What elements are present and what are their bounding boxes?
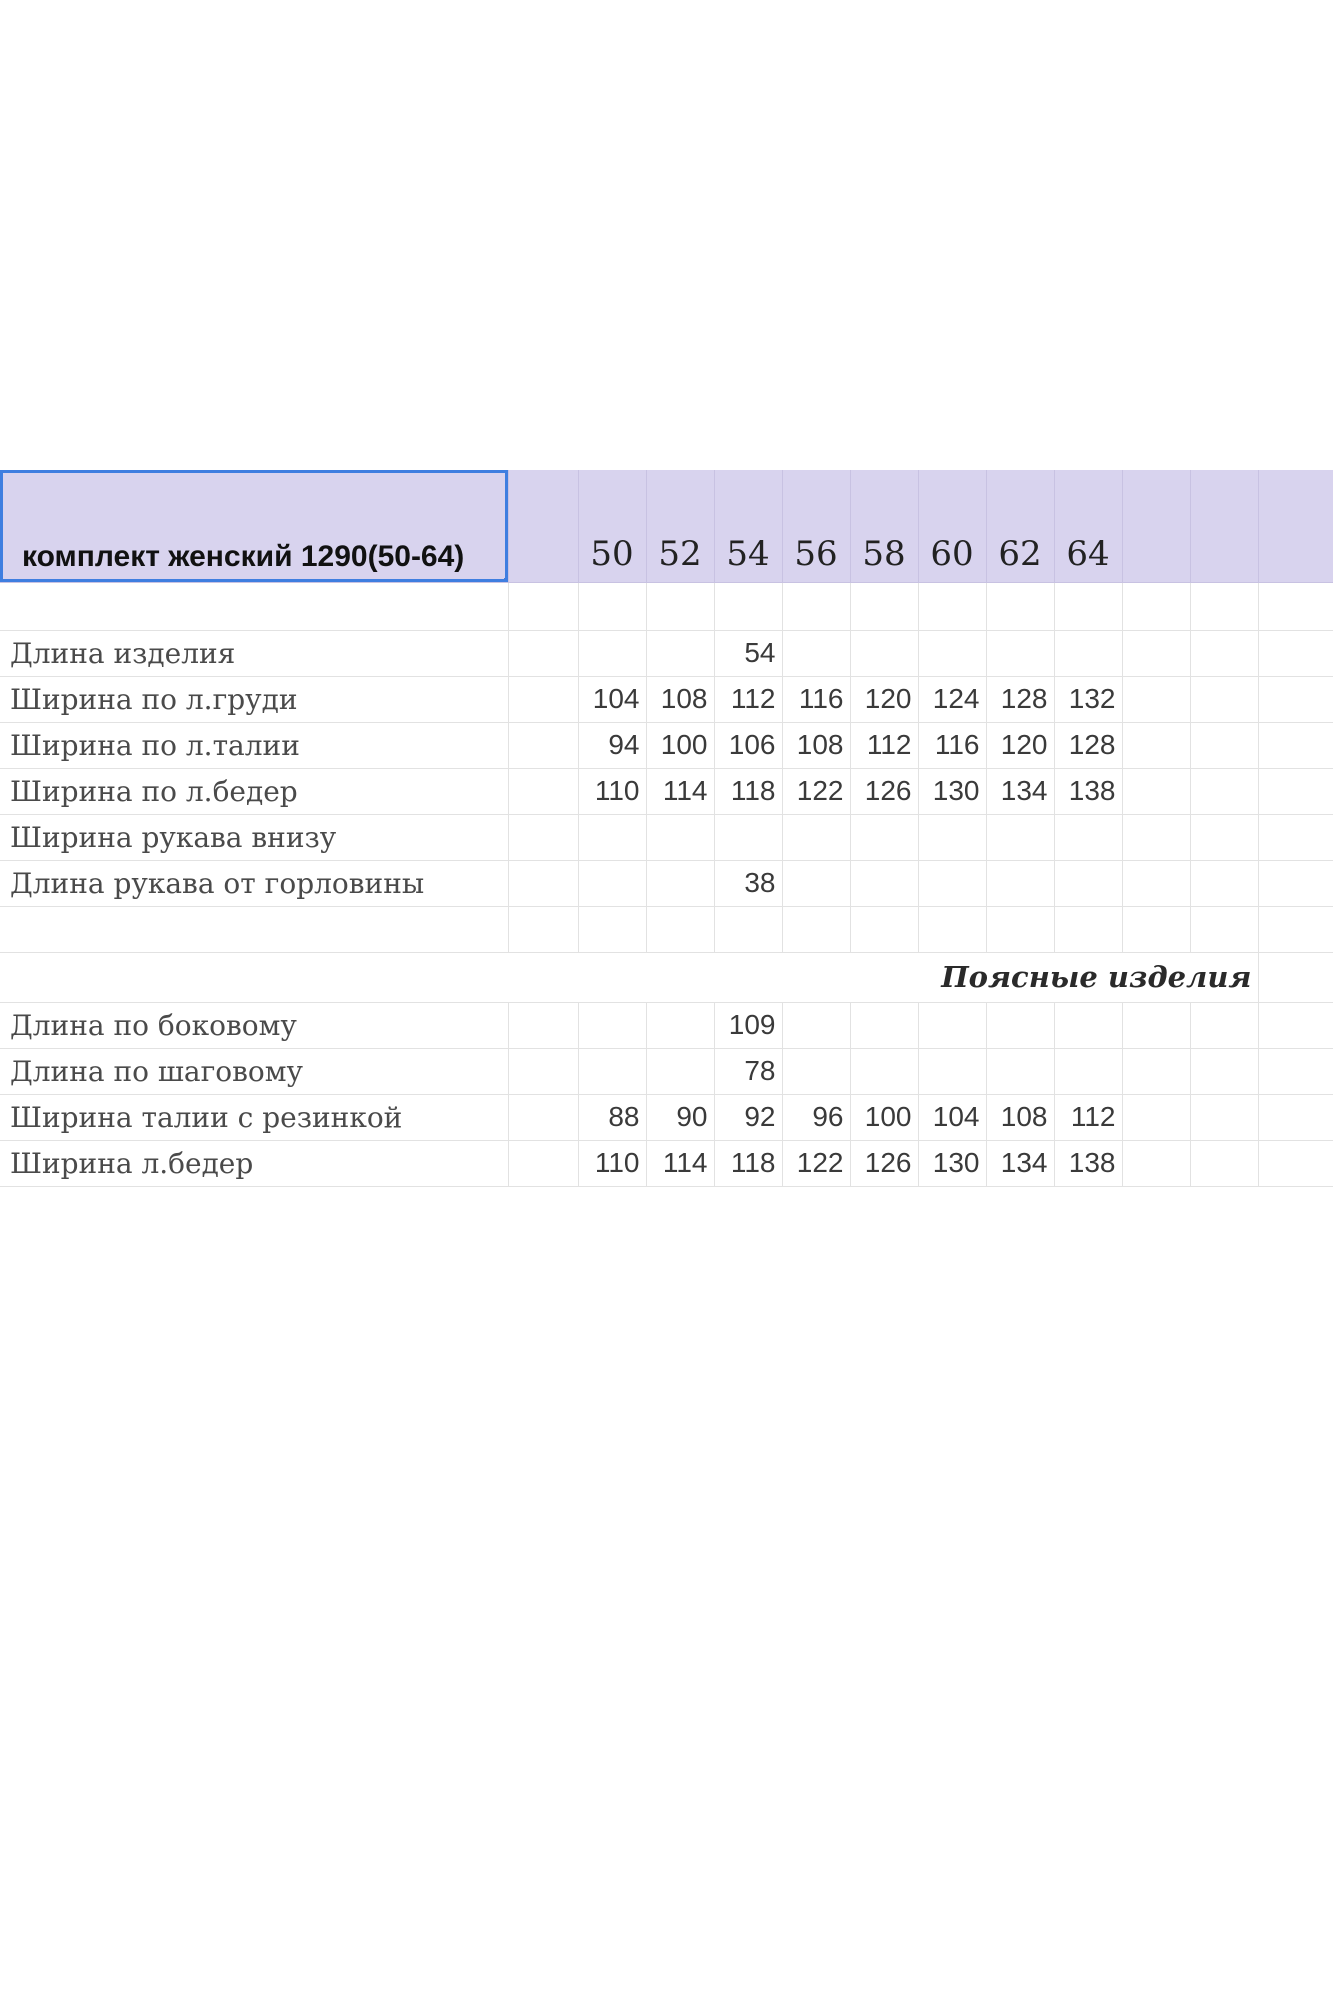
size-header-cell[interactable]: 58 [850, 470, 918, 582]
value-cell[interactable]: 120 [850, 676, 918, 722]
value-cell[interactable] [986, 814, 1054, 860]
size-header-cell[interactable]: 50 [578, 470, 646, 582]
empty-cell[interactable] [1190, 470, 1258, 582]
value-cell[interactable]: 38 [714, 860, 782, 906]
empty-cell[interactable] [1258, 582, 1333, 630]
value-cell[interactable] [1054, 630, 1122, 676]
size-header-cell[interactable]: 52 [646, 470, 714, 582]
empty-cell[interactable] [1190, 582, 1258, 630]
table-row [0, 1048, 1333, 1094]
empty-cell[interactable] [508, 630, 578, 676]
empty-cell[interactable] [508, 582, 578, 630]
empty-cell[interactable] [1258, 1048, 1333, 1094]
value-cell[interactable]: 126 [850, 768, 918, 814]
value-cell[interactable] [918, 1002, 986, 1048]
empty-cell[interactable] [1122, 1002, 1190, 1048]
section-title[interactable]: Поясные изделия [0, 952, 1258, 1002]
value-cell[interactable] [850, 630, 918, 676]
value-cell[interactable]: 112 [1054, 1094, 1122, 1140]
empty-cell[interactable] [578, 906, 646, 952]
empty-cell[interactable] [1190, 906, 1258, 952]
selected-title-cell[interactable]: комплект женский 1290(50-64) [0, 470, 508, 582]
value-cell[interactable]: 122 [782, 768, 850, 814]
empty-cell[interactable] [1122, 1094, 1190, 1140]
empty-cell[interactable] [1190, 1140, 1258, 1186]
section-row [0, 952, 1333, 1002]
value-cell[interactable] [918, 1048, 986, 1094]
value-cell[interactable] [782, 1048, 850, 1094]
size-header-cell[interactable]: 62 [986, 470, 1054, 582]
empty-cell[interactable] [508, 860, 578, 906]
empty-cell[interactable] [1122, 722, 1190, 768]
value-cell[interactable]: 118 [714, 768, 782, 814]
table-row [0, 1094, 1333, 1140]
empty-cell[interactable] [646, 906, 714, 952]
value-cell[interactable]: 126 [850, 1140, 918, 1186]
value-cell[interactable]: 112 [714, 676, 782, 722]
empty-cell[interactable] [508, 1140, 578, 1186]
empty-cell[interactable] [1190, 1048, 1258, 1094]
empty-cell[interactable] [782, 906, 850, 952]
empty-cell[interactable] [508, 722, 578, 768]
table-row [0, 1140, 1333, 1186]
empty-cell[interactable] [986, 582, 1054, 630]
empty-cell[interactable] [1190, 768, 1258, 814]
empty-cell[interactable] [782, 582, 850, 630]
value-cell[interactable] [578, 860, 646, 906]
row-label-cell[interactable]: Ширина л.бедер [0, 1140, 508, 1186]
row-label-cell[interactable]: Ширина талии с резинкой [0, 1094, 508, 1140]
value-cell[interactable]: 130 [918, 1140, 986, 1186]
value-cell[interactable]: 92 [714, 1094, 782, 1140]
empty-cell[interactable] [1054, 906, 1122, 952]
value-cell[interactable] [646, 1048, 714, 1094]
value-cell[interactable]: 108 [986, 1094, 1054, 1140]
empty-cell[interactable] [508, 676, 578, 722]
value-cell[interactable]: 100 [646, 722, 714, 768]
table-row [0, 814, 1333, 860]
empty-cell[interactable] [508, 1048, 578, 1094]
empty-cell[interactable] [1258, 470, 1333, 582]
value-cell[interactable] [646, 630, 714, 676]
value-cell[interactable] [578, 814, 646, 860]
value-cell[interactable] [918, 630, 986, 676]
empty-cell[interactable] [508, 1002, 578, 1048]
value-cell[interactable]: 124 [918, 676, 986, 722]
empty-cell[interactable] [1258, 1094, 1333, 1140]
empty-cell[interactable] [1258, 860, 1333, 906]
empty-cell[interactable] [1122, 1140, 1190, 1186]
empty-cell[interactable] [1190, 814, 1258, 860]
table-row [0, 676, 1333, 722]
empty-cell[interactable] [1190, 860, 1258, 906]
value-cell[interactable] [578, 1048, 646, 1094]
empty-cell[interactable] [1190, 630, 1258, 676]
value-cell[interactable]: 78 [714, 1048, 782, 1094]
value-cell[interactable]: 104 [918, 1094, 986, 1140]
row-label-cell[interactable]: Ширина по л.бедер [0, 768, 508, 814]
value-cell[interactable] [646, 814, 714, 860]
size-header-cell[interactable]: 60 [918, 470, 986, 582]
value-cell[interactable]: 108 [782, 722, 850, 768]
empty-cell[interactable] [918, 906, 986, 952]
value-cell[interactable] [782, 630, 850, 676]
table-row [0, 1002, 1333, 1048]
empty-cell[interactable] [1190, 676, 1258, 722]
empty-cell[interactable] [1258, 768, 1333, 814]
empty-cell[interactable] [850, 582, 918, 630]
value-cell[interactable] [850, 860, 918, 906]
empty-cell[interactable] [1122, 768, 1190, 814]
value-cell[interactable] [1054, 1048, 1122, 1094]
header-row [0, 470, 1333, 582]
empty-cell[interactable] [508, 470, 578, 582]
value-cell[interactable] [714, 814, 782, 860]
row-label-cell[interactable]: Ширина рукава внизу [0, 814, 508, 860]
value-cell[interactable]: 109 [714, 1002, 782, 1048]
empty-cell[interactable] [1122, 676, 1190, 722]
row-label-cell[interactable]: Ширина по л.талии [0, 722, 508, 768]
value-cell[interactable]: 104 [578, 676, 646, 722]
value-cell[interactable] [918, 814, 986, 860]
value-cell[interactable]: 96 [782, 1094, 850, 1140]
blank-row [0, 582, 1333, 630]
empty-cell[interactable] [578, 582, 646, 630]
size-header-cell[interactable]: 64 [1054, 470, 1122, 582]
spreadsheet-grid [0, 470, 1333, 1187]
empty-cell[interactable] [1190, 1002, 1258, 1048]
value-cell[interactable]: 138 [1054, 768, 1122, 814]
empty-cell[interactable] [850, 906, 918, 952]
value-cell[interactable]: 110 [578, 1140, 646, 1186]
blank-row [0, 906, 1333, 952]
size-header-cell[interactable]: 54 [714, 470, 782, 582]
value-cell[interactable]: 114 [646, 768, 714, 814]
value-cell[interactable]: 88 [578, 1094, 646, 1140]
value-cell[interactable]: 138 [1054, 1140, 1122, 1186]
value-cell[interactable] [986, 1002, 1054, 1048]
empty-cell[interactable] [0, 582, 508, 630]
value-cell[interactable] [1054, 1002, 1122, 1048]
value-cell[interactable]: 112 [850, 722, 918, 768]
empty-cell[interactable] [508, 906, 578, 952]
value-cell[interactable] [578, 630, 646, 676]
table-row [0, 722, 1333, 768]
empty-cell[interactable] [1122, 630, 1190, 676]
empty-cell[interactable] [1258, 676, 1333, 722]
row-label-cell[interactable]: Длина изделия [0, 630, 508, 676]
value-cell[interactable] [986, 630, 1054, 676]
value-cell[interactable]: 90 [646, 1094, 714, 1140]
table-row [0, 630, 1333, 676]
empty-cell[interactable] [0, 906, 508, 952]
empty-cell[interactable] [1258, 1002, 1333, 1048]
value-cell[interactable]: 128 [986, 676, 1054, 722]
empty-cell[interactable] [1122, 470, 1190, 582]
empty-cell[interactable] [508, 768, 578, 814]
empty-cell[interactable] [1190, 1094, 1258, 1140]
value-cell[interactable] [646, 860, 714, 906]
value-cell[interactable]: 116 [782, 676, 850, 722]
empty-cell[interactable] [1190, 722, 1258, 768]
empty-cell[interactable] [714, 582, 782, 630]
empty-cell[interactable] [1122, 906, 1190, 952]
size-header-cell[interactable]: 56 [782, 470, 850, 582]
value-cell[interactable]: 106 [714, 722, 782, 768]
value-cell[interactable]: 108 [646, 676, 714, 722]
empty-cell[interactable] [508, 814, 578, 860]
value-cell[interactable]: 120 [986, 722, 1054, 768]
empty-cell[interactable] [1258, 1140, 1333, 1186]
value-cell[interactable]: 114 [646, 1140, 714, 1186]
value-cell[interactable] [850, 814, 918, 860]
table-row [0, 768, 1333, 814]
row-label-cell[interactable]: Длина по боковому [0, 1002, 508, 1048]
value-cell[interactable] [850, 1048, 918, 1094]
empty-cell[interactable] [1258, 906, 1333, 952]
empty-cell[interactable] [1122, 1048, 1190, 1094]
empty-cell[interactable] [1258, 722, 1333, 768]
value-cell[interactable] [986, 1048, 1054, 1094]
value-cell[interactable]: 134 [986, 768, 1054, 814]
value-cell[interactable] [850, 1002, 918, 1048]
empty-cell[interactable] [918, 582, 986, 630]
value-cell[interactable] [646, 1002, 714, 1048]
empty-cell[interactable] [1054, 582, 1122, 630]
empty-cell[interactable] [1258, 630, 1333, 676]
empty-cell[interactable] [1258, 814, 1333, 860]
empty-cell[interactable] [646, 582, 714, 630]
empty-cell[interactable] [714, 906, 782, 952]
value-cell[interactable]: 130 [918, 768, 986, 814]
value-cell[interactable]: 94 [578, 722, 646, 768]
row-label-cell[interactable]: Длина рукава от горловины [0, 860, 508, 906]
empty-cell[interactable] [1122, 860, 1190, 906]
row-label-cell[interactable]: Длина по шаговому [0, 1048, 508, 1094]
value-cell[interactable] [986, 860, 1054, 906]
value-cell[interactable]: 128 [1054, 722, 1122, 768]
value-cell[interactable] [918, 860, 986, 906]
empty-cell[interactable] [1258, 952, 1333, 1002]
value-cell[interactable]: 54 [714, 630, 782, 676]
table-row [0, 860, 1333, 906]
value-cell[interactable]: 118 [714, 1140, 782, 1186]
value-cell[interactable] [1054, 860, 1122, 906]
value-cell[interactable] [782, 860, 850, 906]
value-cell[interactable] [578, 1002, 646, 1048]
value-cell[interactable]: 134 [986, 1140, 1054, 1186]
empty-cell[interactable] [508, 1094, 578, 1140]
value-cell[interactable]: 132 [1054, 676, 1122, 722]
value-cell[interactable] [1054, 814, 1122, 860]
value-cell[interactable] [782, 1002, 850, 1048]
empty-cell[interactable] [1122, 582, 1190, 630]
value-cell[interactable]: 116 [918, 722, 986, 768]
value-cell[interactable]: 100 [850, 1094, 918, 1140]
value-cell[interactable] [782, 814, 850, 860]
value-cell[interactable]: 110 [578, 768, 646, 814]
empty-cell[interactable] [986, 906, 1054, 952]
empty-cell[interactable] [1122, 814, 1190, 860]
row-label-cell[interactable]: Ширина по л.груди [0, 676, 508, 722]
value-cell[interactable]: 122 [782, 1140, 850, 1186]
